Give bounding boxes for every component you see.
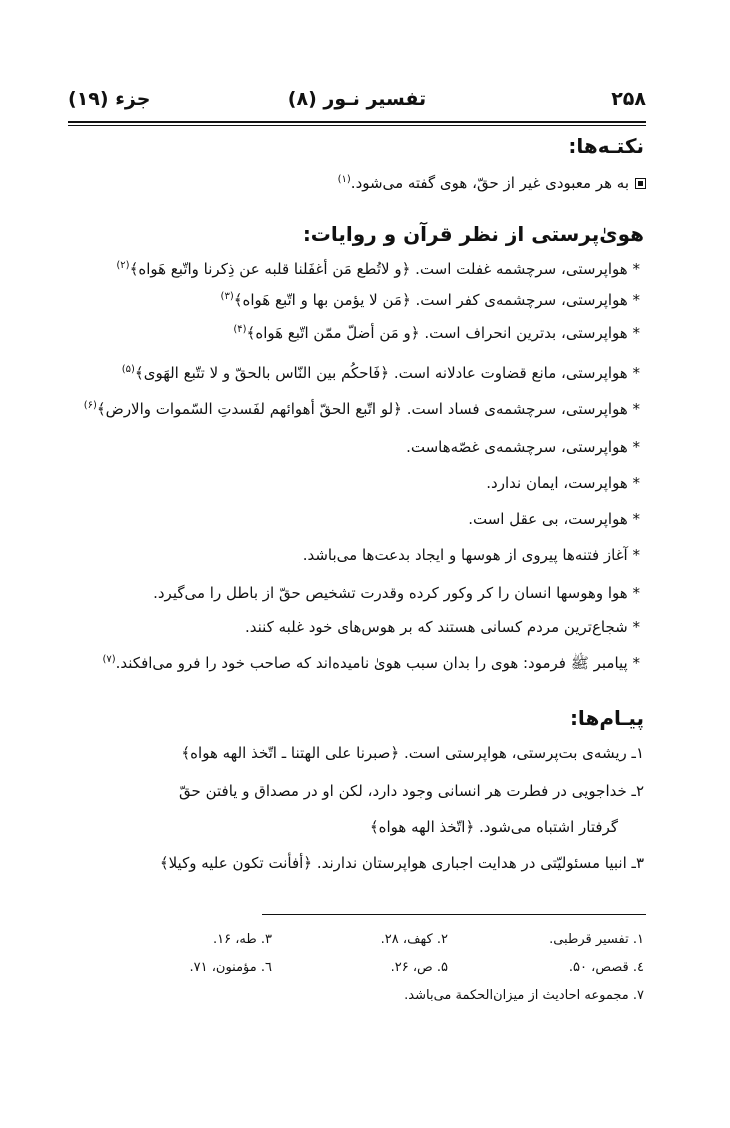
footnote-ref: (۱) <box>337 174 351 185</box>
footnote <box>569 960 644 975</box>
square-bullet-icon <box>635 178 646 189</box>
list-item-text: * پیامبر ﷺ فرمود: هوی را بدان سبب هویٰ نامیده‌اند که صاحب خود را فرو می‌افکند. <box>115 654 640 672</box>
footnote-number: ۷. <box>632 988 644 1003</box>
footnote-ref: (۶) <box>83 400 97 411</box>
list-item <box>233 324 640 342</box>
list-item-text: * آغاز فتنه‌ها پیروی از هوسها و ایجاد بدعت‌ها می‌باشد. <box>302 546 640 564</box>
messages-heading: پیـام‌ها: <box>569 706 644 730</box>
book-title: تفسیر نـور (۸) <box>287 88 427 110</box>
footnote <box>213 932 272 947</box>
footnote-text: تفسیر قرطبی. <box>549 932 629 947</box>
list-item-text: * هواپرستی، بدترین انحراف است. ﴿و مَن أضلّ ممّن اتّبع هَواه﴾ <box>246 324 640 342</box>
footnote-text: مجموعه احادیث از میزان‌الحکمة می‌باشد. <box>404 988 629 1003</box>
part-number: جزء (۱۹) <box>68 88 151 110</box>
list-item-text: * هواپرستی، سرچشمه غفلت است. ﴿و لاتُطع مَن أغفَلنا قلبه عن ذِکرنا واتّبع هَواه﴾ <box>129 260 640 278</box>
list-item <box>153 584 640 602</box>
footnote-number: ٤. <box>632 960 644 975</box>
list-item <box>245 618 640 636</box>
notes-item <box>338 174 646 192</box>
footnote <box>189 960 272 975</box>
footnote-number: ۱. <box>632 932 644 947</box>
list-item-text: * هواپرست، ایمان ندارد. <box>486 474 640 492</box>
list-item-text: * هواپرستی، سرچشمه‌ی فساد است. ﴿لو اتّبع الحقّ أهوائهم لفَسدتِ السّموات والارض﴾ <box>96 400 640 418</box>
list-item-text: * هواپرستی، سرچشمه‌ی غصّه‌هاست. <box>406 438 640 456</box>
section-heading: هویٰ‌پرستی از نظر قرآن و روایات: <box>302 222 644 246</box>
page-number: ۲۵۸ <box>611 88 646 110</box>
footnote-number: ۵. <box>436 960 448 975</box>
footnote <box>404 988 644 1003</box>
message-item: ۲ـ خداجویی در فطرت هر انسانی وجود دارد، لکن او در مصداق و یافتن حقّ <box>179 782 644 800</box>
list-item <box>122 364 640 382</box>
message-item: ۱ـ ریشه‌ی بت‌پرستی، هواپرستی است. ﴿صبرنا علی الهتنا ـ اتّخذ الهه هواه﴾ <box>181 744 644 762</box>
footnote-rule <box>262 914 646 915</box>
message-item: ۳ـ انبیا مسئولیّتی در هدایت اجباری هواپرستان ندارند. ﴿أفأنت تکون علیه وکیلا﴾ <box>159 854 644 872</box>
footnote <box>549 932 644 947</box>
list-item-text: * هوا وهوسها انسان را کر وکور کرده وقدرت تشخیص حقّ از باطل را می‌گیرد. <box>153 584 640 602</box>
list-item-text: * هواپرستی، سرچشمه‌ی کفر است. ﴿مَن لا یؤمن بها و اتّبع هَواه﴾ <box>233 291 640 309</box>
header-rule-thin <box>68 125 646 126</box>
list-item <box>406 438 640 456</box>
footnote-text: طه، ۱۶. <box>212 932 257 947</box>
footnote-ref: (۳) <box>220 291 234 302</box>
list-item <box>221 291 640 309</box>
header-rule <box>68 121 646 123</box>
message-item-continuation: گرفتار اشتباه می‌شود. ﴿اتّخذ الهه هواه﴾ <box>369 818 618 836</box>
page-header <box>68 88 646 118</box>
footnote-ref: (۴) <box>233 324 247 335</box>
footnote-ref: (۷) <box>102 654 116 665</box>
footnote-text: مؤمنون، ۷۱. <box>189 960 257 975</box>
notes-item-text: به هر معبودی غیر از حقّ، هوی گفته می‌شود. <box>350 174 629 192</box>
footnote-text: کهف، ۲۸. <box>380 932 433 947</box>
list-item <box>116 260 640 278</box>
footnote-text: قصص، ۵۰. <box>568 960 629 975</box>
footnote <box>381 932 448 947</box>
notes-heading: نکتـه‌ها: <box>568 134 644 158</box>
footnote-number: ۳. <box>260 932 272 947</box>
list-item <box>102 654 640 676</box>
list-item-text: * هواپرستی، مانع قضاوت عادلانه است. ﴿فَاحکُم بین النّاس بالحقّ و لا تتّبع الهَوی﴾ <box>134 364 640 382</box>
list-item <box>84 400 640 418</box>
footnote-ref: (۲) <box>116 260 130 271</box>
footnote-number: ۲. <box>436 932 448 947</box>
list-item-text: * هواپرست، بی عقل است. <box>468 510 640 528</box>
list-item <box>486 474 640 492</box>
list-item <box>468 510 640 528</box>
list-item-text: * شجاع‌ترین مردم کسانی هستند که بر هوس‌های خود غلبه کنند. <box>244 618 640 636</box>
footnote-text: ص، ۲۶. <box>390 960 433 975</box>
footnote-ref: (۵) <box>121 364 135 375</box>
list-item <box>303 546 640 564</box>
footnote <box>391 960 448 975</box>
footnote-number: ٦. <box>260 960 272 975</box>
